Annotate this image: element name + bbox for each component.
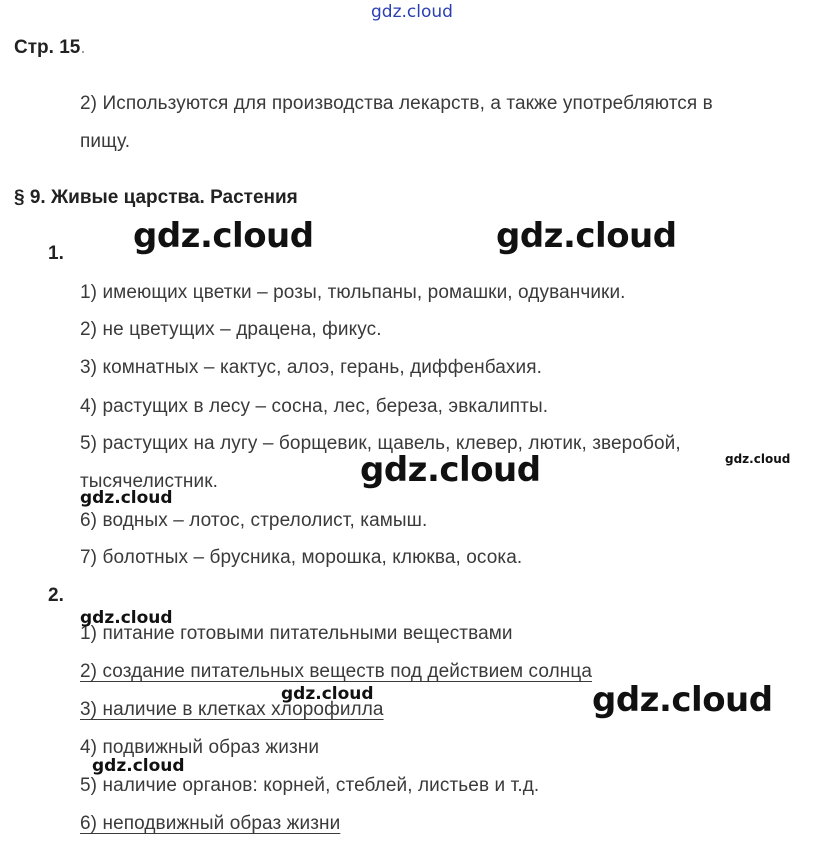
watermark-med-2: gdz.cloud [80,608,173,628]
task1-item-5-cont: тысячелистник. [80,471,218,492]
watermark-small-1: gdz.cloud [725,452,791,466]
page-heading-text: Стр. 15 [14,37,81,58]
watermark-big-1: gdz.cloud [133,216,314,256]
task2-item-3-correct: 3) наличие в клетках хлорофилла [80,699,384,720]
task2-item-5: 5) наличие органов: корней, стеблей, листьев и т.д. [80,775,540,796]
watermark-big-3: gdz.cloud [360,450,541,490]
watermark-med-3: gdz.cloud [281,684,374,704]
watermark-med-4: gdz.cloud [92,756,185,776]
task2-item-6-correct: 6) неподвижный образ жизни [80,813,341,834]
watermark-med-1: gdz.cloud [80,488,173,508]
task2-item-1: 1) питание готовыми питательными веществами [80,623,513,644]
watermark-big-4: gdz.cloud [592,680,773,720]
task1-item-1: 1) имеющих цветки – розы, тюльпаны, ромашки, одуванчики. [80,282,626,303]
task1-item-5: 5) растущих на лугу – борщевик, щавель, клевер, лютик, зверобой, [80,433,681,454]
p15-answer-line2: пищу. [80,131,131,152]
section-title: § 9. Живые царства. Растения [14,187,298,208]
page-heading-dot: . [80,37,86,58]
task1-number: 1. [48,243,64,264]
task1-item-6: 6) водных – лотос, стрелолист, камыш. [80,510,428,531]
watermark-big-2: gdz.cloud [496,216,677,256]
task1-item-4: 4) растущих в лесу – сосна, лес, береза, эвкалипты. [80,396,549,417]
task2-number: 2. [48,585,64,606]
page-heading [14,37,86,59]
task1-item-7: 7) болотных – брусника, морошка, клюква, осока. [80,547,523,568]
task1-item-2: 2) не цветущих – драцена, фикус. [80,319,382,340]
task2-item-4: 4) подвижный образ жизни [80,737,320,758]
task1-item-3: 3) комнатных – кактус, алоэ, герань, диффенбахия. [80,357,542,378]
top-watermark: gdz.cloud [371,2,453,22]
p15-answer-line1: 2) Используются для производства лекарств, а также употребляются в [80,93,713,114]
task2-item-2-correct: 2) создание питательных веществ под действием солнца [80,661,593,682]
